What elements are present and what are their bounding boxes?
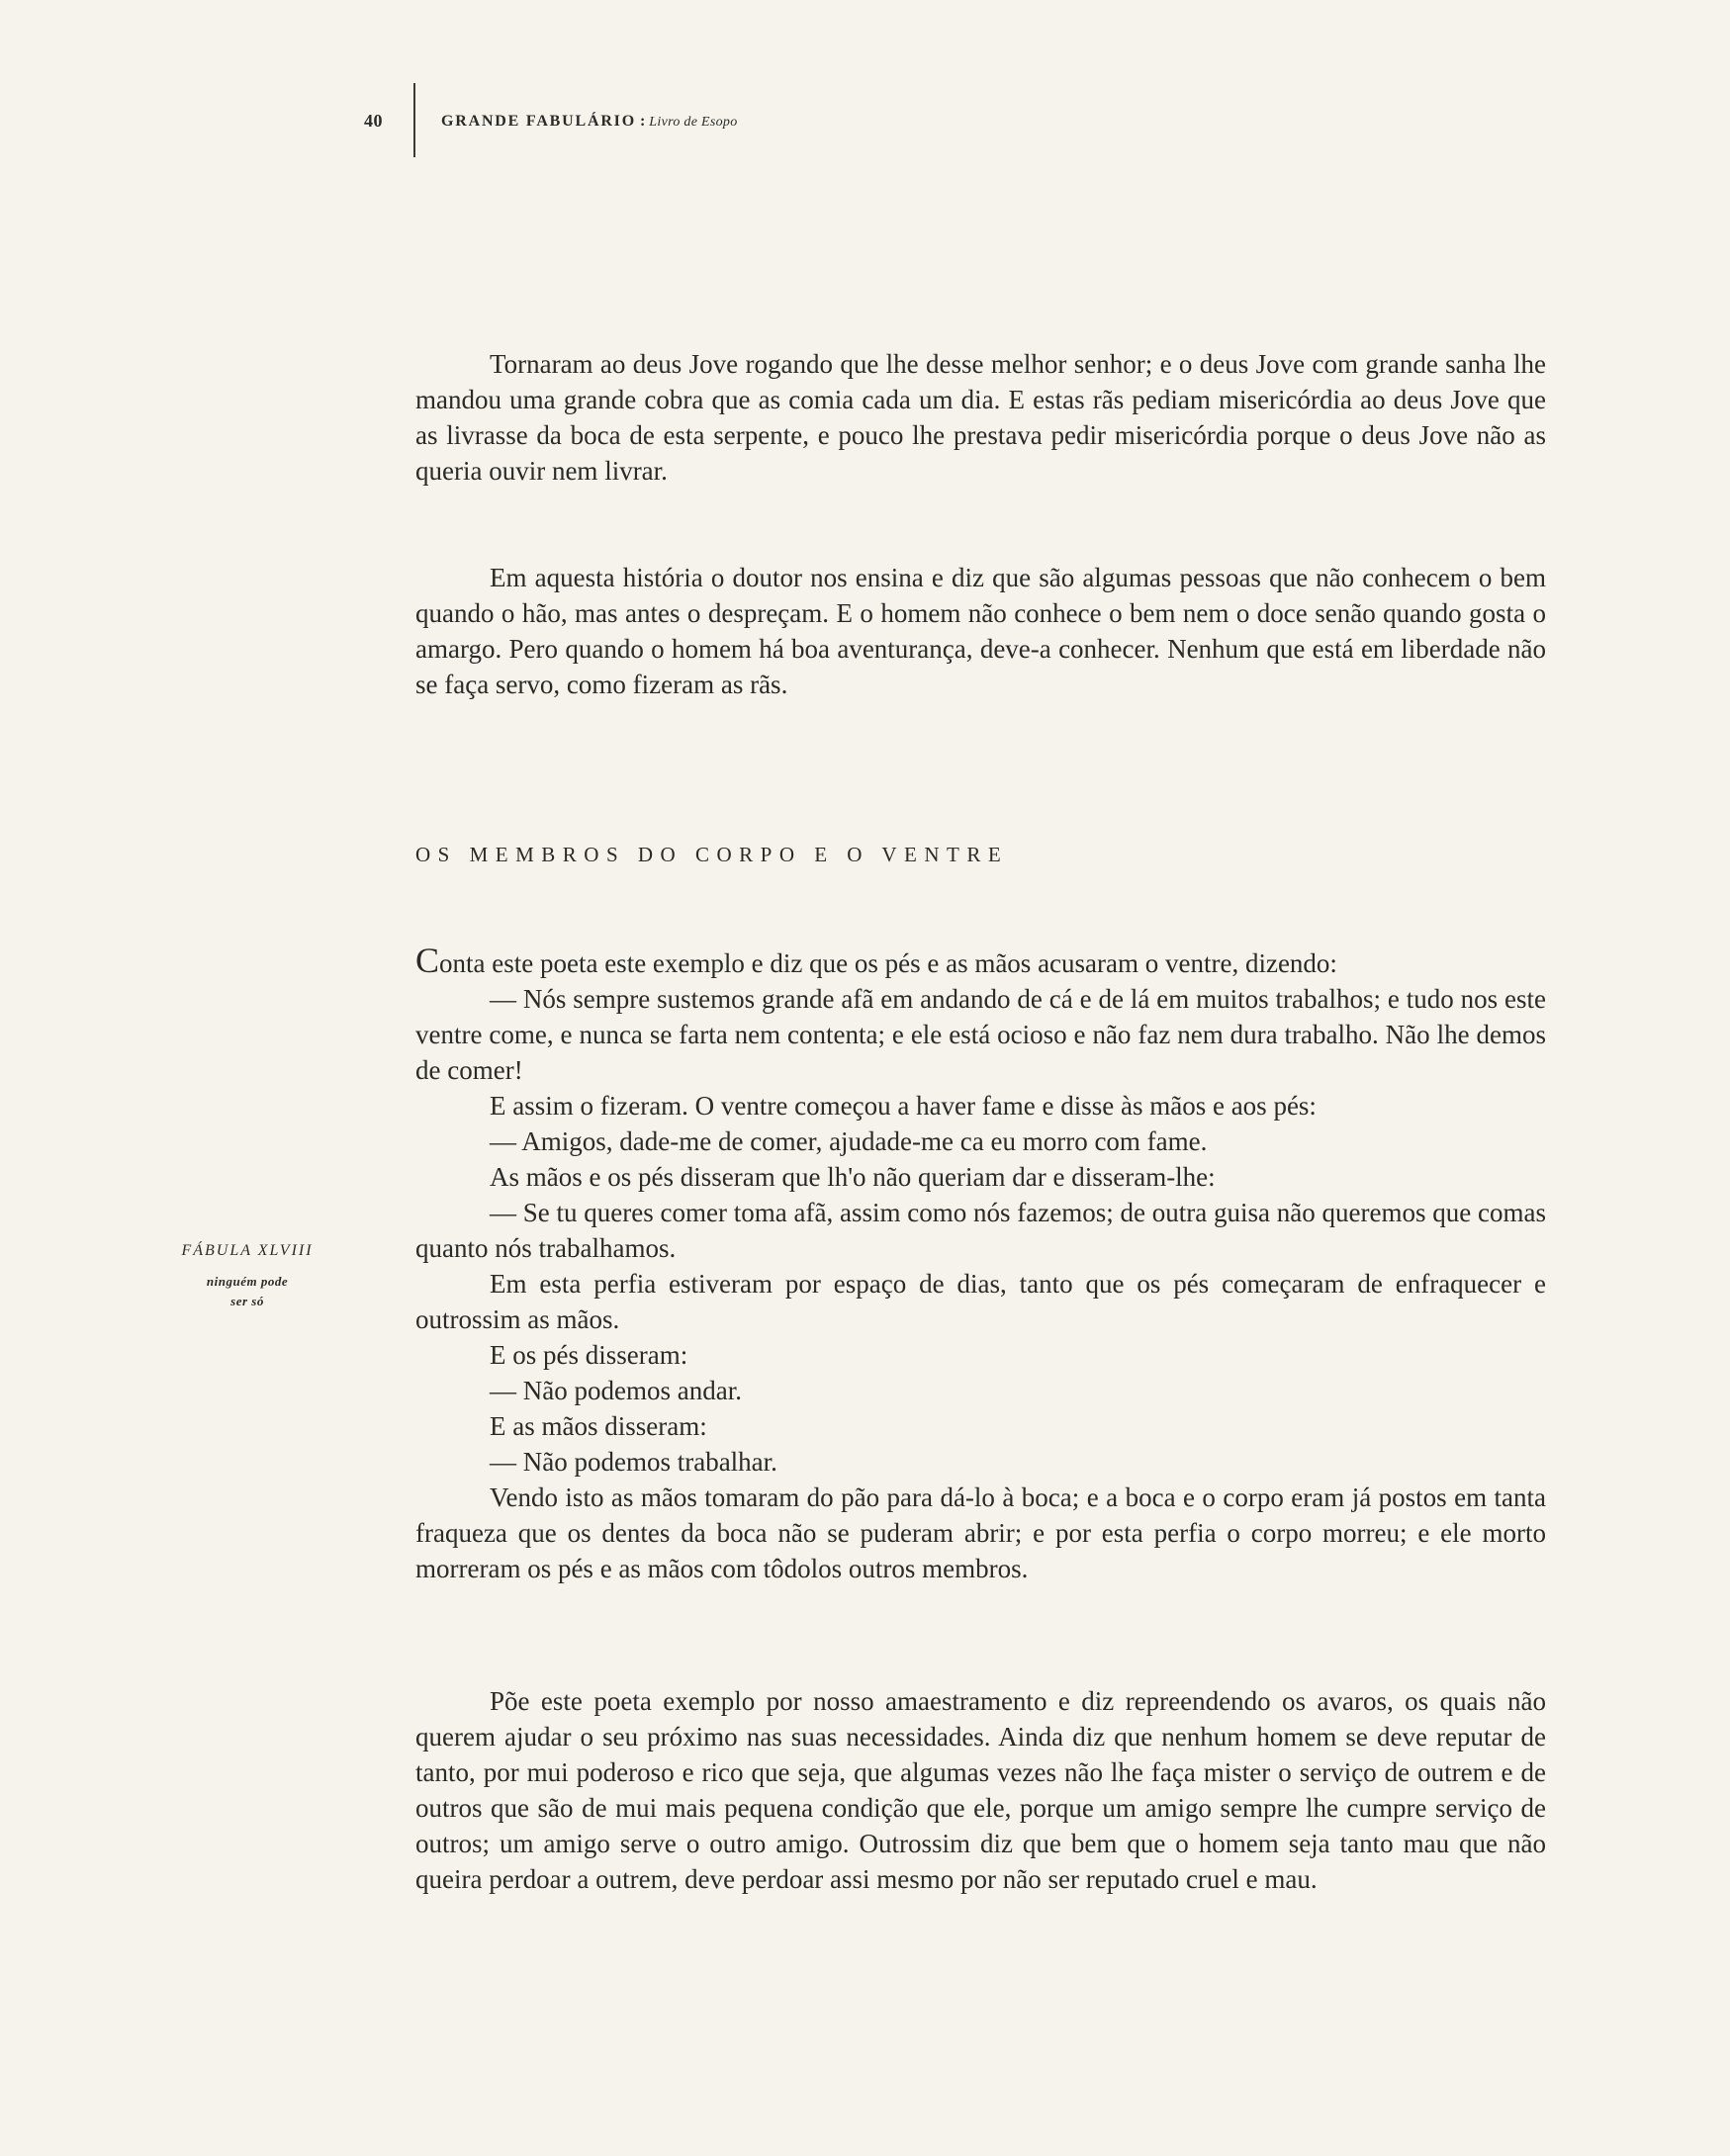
- fable-47-moral: [415, 560, 1546, 702]
- narration-line: E assim o fizeram. O ventre começou a haver fame e disse às mãos e aos pés:: [490, 1091, 1317, 1121]
- dialogue-line: — Amigos, dade-me de comer, ajudade-me ca eu morro com fame.: [490, 1126, 1208, 1156]
- fable-number-label: FÁBULA XLVIII: [181, 1242, 314, 1259]
- narration-line: Em esta perfia estiveram por espaço de dias, tanto que os pés começaram de enfraquecer e outrossim as mãos.: [415, 1269, 1546, 1334]
- paragraph: Tornaram ao deus Jove rogando que lhe desse melhor senhor; e o deus Jove com grande sanha lhe mandou uma grande cobra que as comia cada um dia. E estas rãs pediam misericórdia ao deus Jove que as livrasse da boca de esta serpente, e pouco lhe prestava pedir misericórdia porque o deus Jove não as queria ouvir nem livrar.: [415, 349, 1546, 486]
- dialogue-line: — Não podemos andar.: [490, 1376, 742, 1405]
- opening-paragraph: Conta este poeta este exemplo e diz que os pés e as mãos acusaram o ventre, dizendo:: [415, 941, 1337, 980]
- fable-47-ending: [415, 346, 1546, 489]
- margin-note: [138, 1242, 356, 1311]
- fable-moral-tag: ninguém pode ser só: [206, 1274, 289, 1308]
- drop-cap: C: [415, 941, 440, 980]
- narration-line: E as mãos disseram:: [490, 1411, 707, 1441]
- page-number: 40: [364, 111, 383, 131]
- fable-48-moral: [415, 1683, 1546, 1897]
- dialogue-line: — Nós sempre sustemos grande afã em andando de cá e de lá em muitos trabalhos; e tudo nos este ventre come, e nunca se farta nem contenta; e ele está ocioso e não faz nem dura trabalho. Não lhe demos de comer!: [415, 984, 1546, 1085]
- running-title: [441, 113, 738, 131]
- dialogue-line: — Não podemos trabalhar.: [490, 1447, 777, 1477]
- fable-title: OS MEMBROS DO CORPO E O VENTRE: [415, 843, 1009, 866]
- fable-48-body: [415, 941, 1546, 1586]
- dialogue-line: — Se tu queres comer toma afã, assim como nós fazemos; de outra guisa não queremos que comas quanto nós trabalhamos.: [415, 1198, 1546, 1263]
- running-header: [364, 103, 1254, 172]
- narration-line: Vendo isto as mãos tomaram do pão para dá-lo à boca; e a boca e o corpo eram já postos em tanta fraqueza que os dentes da boca não se puderam abrir; e por esta perfia o corpo morreu; e ele morto morreram os pés e as mãos com tôdolos outros membros.: [415, 1482, 1546, 1583]
- narration-line: E os pés disseram:: [490, 1340, 688, 1370]
- book-subtitle: Livro de Esopo: [649, 115, 738, 130]
- narration-line: As mãos e os pés disseram que lh'o não queriam dar e disseram-lhe:: [490, 1162, 1216, 1192]
- paragraph: Em aquesta história o doutor nos ensina e diz que são algumas pessoas que não conhecem o bem quando o hão, mas antes o despreçam. E o homem não conhece o bem nem o doce senão quando gosta o amargo. Pero quando o homem há boa aventurança, deve-a conhecer. Nenhum que está em liberdade não se faça servo, como fizeram as rãs.: [415, 563, 1546, 699]
- book-title: GRANDE FABULÁRIO: [441, 113, 636, 130]
- title-separator: :: [639, 113, 646, 130]
- paragraph: Põe este poeta exemplo por nosso amaestramento e diz repreendendo os avaros, os quais não querem ajudar o seu próximo nas suas necessidades. Ainda diz que nenhum homem se deve reputar de tanto, por mui poderoso e rico que seja, que algumas vezes não lhe faça mister o serviço de outrem e de outros que são de mui mais pequena condição que ele, porque um amigo sempre lhe cumpre serviço de outros; um amigo serve o outro amigo. Outrossim diz que bem que o homem seja tanto mau que não queira perdoar a outrem, deve perdoar assi mesmo por não ser reputado cruel e mau.: [415, 1686, 1546, 1894]
- header-divider: [413, 83, 415, 157]
